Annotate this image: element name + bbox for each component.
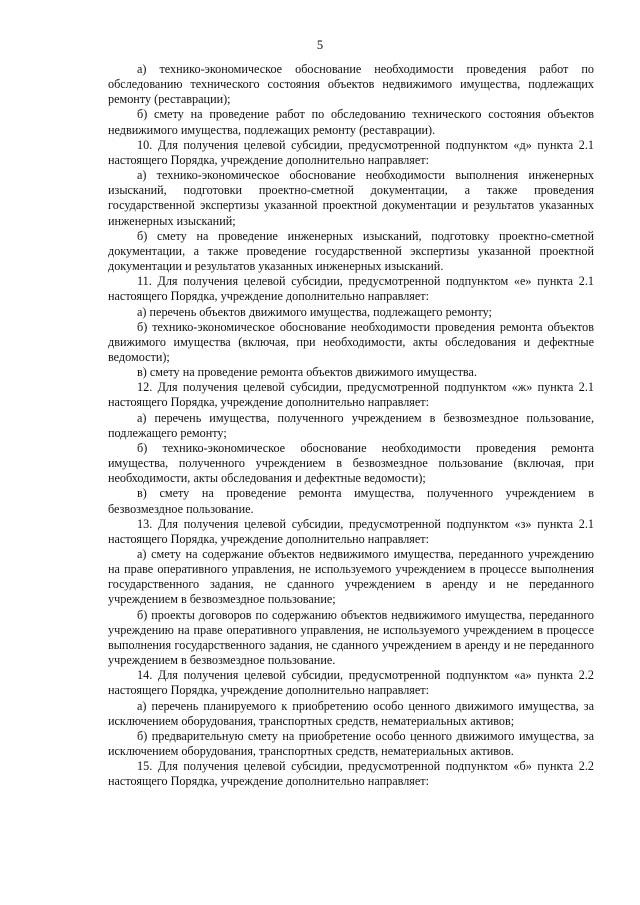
document-body [108, 62, 594, 790]
paragraph: б) технико-экономическое обоснование необходимости проведения ремонта объектов движимого имущества (включая, при необходимости, акты обследования и дефектные ведомости); [108, 319, 594, 364]
paragraph: б) смету на проведение работ по обследованию технического состояния объектов недвижимого имущества, подлежащих ремонту (реставрации). [108, 107, 594, 137]
page-number: 5 [316, 38, 324, 52]
paragraph-item-10: 10. Для получения целевой субсидии, предусмотренной подпунктом «д» пункта 2.1 настоящего Порядка, учреждение дополнительно направляет: [108, 137, 594, 167]
paragraph: в) смету на проведение ремонта имущества, полученного учреждением в безвозмездное пользование. [108, 486, 594, 516]
paragraph: а) перечень планируемого к приобретению особо ценного движимого имущества, за исключением оборудования, транспортных средств, нематериальных активов; [108, 698, 594, 728]
paragraph: б) проекты договоров по содержанию объектов недвижимого имущества, переданного учреждению на праве оперативного управления, не используемого учреждением в процессе выполнения государственного задания, не сданного учреждением в аренду и не переданного учреждением в безвозмездное пользование. [108, 607, 594, 668]
paragraph-item-15: 15. Для получения целевой субсидии, предусмотренной подпунктом «б» пункта 2.2 настоящего Порядка, учреждение дополнительно направляет: [108, 759, 594, 789]
paragraph: б) смету на проведение инженерных изысканий, подготовку проектно-сметной документации, а также проведение государственной экспертизы указанной проектной документации и результатов указанных инженерных изысканий. [108, 228, 594, 274]
paragraph: а) технико-экономическое обоснование необходимости выполнения инженерных изысканий, подготовки проектно-сметной документации, а также проведения государственной экспертизы указанной проектной документации и результатов указанных инженерных изысканий; [108, 168, 594, 228]
paragraph-item-14: 14. Для получения целевой субсидии, предусмотренной подпунктом «а» пункта 2.2 настоящего Порядка, учреждение дополнительно направляет: [108, 668, 594, 698]
paragraph: а) перечень объектов движимого имущества, подлежащего ремонту; [137, 304, 492, 319]
paragraph-item-11: 11. Для получения целевой субсидии, предусмотренной подпунктом «е» пункта 2.1 настоящего Порядка, учреждение дополнительно направляет: [108, 274, 594, 304]
paragraph: а) смету на содержание объектов недвижимого имущества, переданного учреждению на праве оперативного управления, не используемого учреждением в процессе выполнения государственного задания, не сданного учреждением в аренду и не переданного учреждением в безвозмездное пользование; [108, 547, 594, 607]
paragraph-item-13: 13. Для получения целевой субсидии, предусмотренной подпунктом «з» пункта 2.1 настоящего Порядка, учреждение дополнительно направляет: [108, 516, 594, 546]
paragraph: б) технико-экономическое обоснование необходимости проведения ремонта имущества, полученного учреждением в безвозмездное пользование (включая, при необходимости, акты обследования и дефектные ведомости); [108, 440, 594, 486]
paragraph: а) технико-экономическое обоснование необходимости проведения работ по обследованию технического состояния объектов недвижимого имущества, подлежащих ремонту (реставрации); [108, 62, 594, 107]
paragraph: а) перечень имущества, полученного учреждением в безвозмездное пользование, подлежащего ремонту; [108, 410, 594, 440]
paragraph: в) смету на проведение ремонта объектов движимого имущества. [137, 365, 477, 380]
paragraph-item-12: 12. Для получения целевой субсидии, предусмотренной подпунктом «ж» пункта 2.1 настоящего Порядка, учреждение дополнительно направляет: [108, 380, 594, 410]
paragraph: б) предварительную смету на приобретение особо ценного движимого имущества, за исключением оборудования, транспортных средств, нематериальных активов. [108, 728, 594, 759]
